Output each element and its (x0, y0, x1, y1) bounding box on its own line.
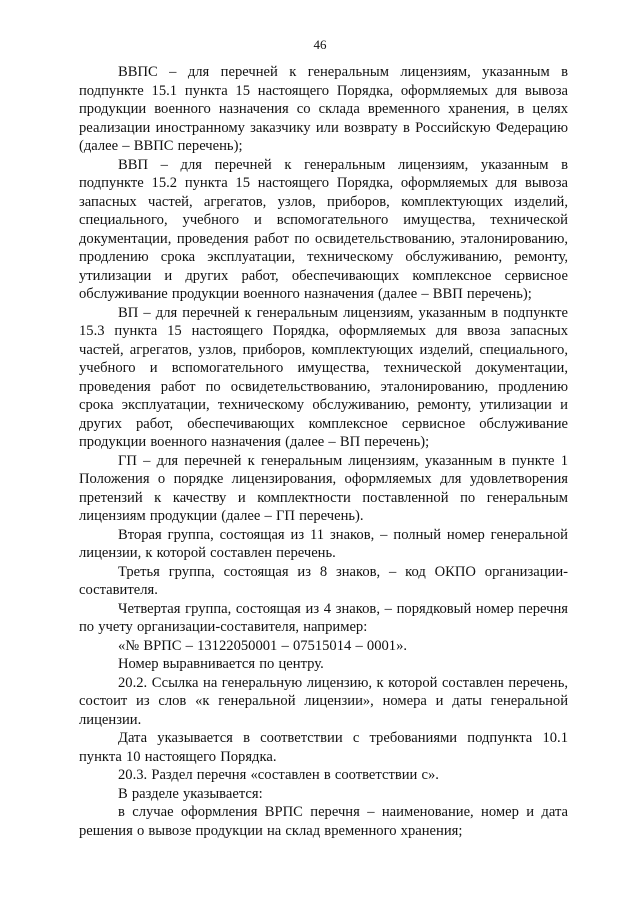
paragraph-vvps: ВВПС – для перечней к генеральным лицензиям, указанным в подпункте 15.1 пункта 15 настоящего Порядка, оформляемых для вывоза продукции военного назначения со склада временного хранения, в целях реализации иностранному заказчику или возврату в Российскую Федерацию (далее – ВВПС перечень); (79, 64, 568, 154)
document-body (79, 63, 568, 840)
paragraph-vrps-case: в случае оформления ВРПС перечня – наименование, номер и дата решения о вывозе продукции на склад временного хранения; (79, 804, 568, 839)
paragraph-fourth-group: Четвертая группа, состоящая из 4 знаков, – порядковый номер перечня по учету организации-составителя, например: (79, 600, 568, 635)
paragraph-20-2: 20.2. Ссылка на генеральную лицензию, к которой составлен перечень, состоит из слов «к генеральной лицензии», номера и даты генеральной лицензии. (79, 674, 568, 728)
paragraph-section-intro: В разделе указывается: (118, 785, 263, 802)
paragraph-vp: ВП – для перечней к генеральным лицензиям, указанным в подпункте 15.3 пункта 15 настоящего Порядка, оформляемых для ввоза запасных частей, агрегатов, узлов, приборов, комплектующих изделий, специального, учебного и вспомогательного имущества, технической документации, проведения работ по освидетельствованию, эталонированию, продлению срока эксплуатации, техническому обслуживанию, ремонту, утилизации и других работ, обеспечивающих комплексное сервисное обслуживание продукции военного назначения (далее – ВП перечень); (79, 304, 568, 450)
paragraph-20-3: 20.3. Раздел перечня «составлен в соответствии с». (118, 767, 439, 783)
paragraph-centered-note: Номер выравнивается по центру. (118, 656, 324, 672)
paragraph-number-example: «№ ВРПС – 13122050001 – 07515014 – 0001». (118, 637, 408, 654)
page-number: 46 (313, 37, 327, 52)
paragraph-vvp: ВВП – для перечней к генеральным лицензиям, указанным в подпункте 15.2 пункта 15 настоящего Порядка, оформляемых для вывоза запасных частей, агрегатов, узлов, приборов, комплектующих изделий, специального, учебного и вспомогательного имущества, технической документации, проведения работ по освидетельствованию, эталонированию, продлению срока эксплуатации, техническому обслуживанию, ремонту, утилизации и других работ, обеспечивающих комплексное сервисное обслуживание продукции военного назначения (далее – ВВП перечень); (79, 156, 568, 302)
paragraph-third-group: Третья группа, состоящая из 8 знаков, – код ОКПО организации-составителя. (79, 563, 568, 598)
paragraph-date-note: Дата указывается в соответствии с требованиями подпункта 10.1 пункта 10 настоящего Порядка. (79, 730, 568, 765)
paragraph-second-group: Вторая группа, состоящая из 11 знаков, – полный номер генеральной лицензии, к которой составлен перечень. (79, 526, 568, 561)
paragraph-gp: ГП – для перечней к генеральным лицензиям, указанным в пункте 1 Положения о порядке лицензирования, оформляемых для удовлетворения претензий к качеству и комплектности поставленной по генеральным лицензиям продукции (далее – ГП перечень). (79, 452, 568, 524)
